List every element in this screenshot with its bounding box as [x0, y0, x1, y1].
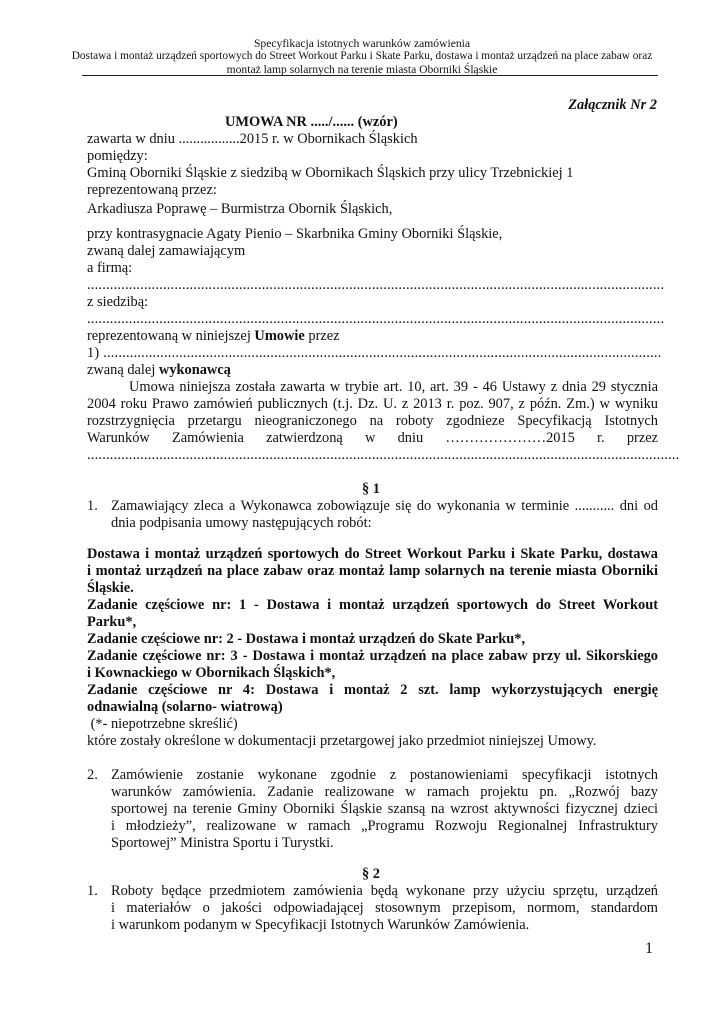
legal-basis-line-4: Warunków Zamówienia zatwierdzoną w dniu …………………2015 r. przez: [87, 430, 658, 446]
section-1-heading: § 1: [362, 481, 380, 497]
header-line-1: Specyfikacja istotnych warunków zamówienia: [253, 37, 471, 50]
intro-line-countersign: przy kontrasygnacie Agaty Pienio – Skarbnika Gminy Oborniki Śląskie,: [87, 226, 503, 242]
scope-bold-line-1: Dostawa i montaż urządzeń sportowych do Street Workout Parku i Skate Parku, dostawa: [87, 546, 658, 562]
intro-line-between: pomiędzy:: [87, 148, 148, 164]
section-2-heading: § 2: [362, 866, 380, 882]
sec2-item1-number: 1.: [87, 883, 98, 899]
header-line-2: Dostawa i montaż urządzeń sportowych do Street Workout Parku i Skate Parku, dostawa i montaż urządzeń na place zabaw oraz: [71, 50, 653, 62]
intro-line-ordering-party: zwaną dalej zamawiającym: [87, 243, 246, 259]
sec1-item1-number: 1.: [87, 498, 98, 514]
intro-line-company: a firmą:: [87, 260, 133, 276]
representative-dots-field: 1) ...................................................................................................................................................: [87, 345, 662, 361]
header-line-3: montaż lamp solarnych na terenie miasta Oborniki Śląskie: [226, 63, 498, 76]
task-1-line-2: Parku*,: [87, 614, 137, 630]
intro-line-seat: z siedzibą:: [87, 294, 149, 310]
sec1-item1-line-2: dnia podpisania umowy następujących robót:: [111, 515, 372, 531]
sec1-item2-number: 2.: [87, 767, 98, 783]
task-2: Zadanie częściowe nr: 2 - Dostawa i montaż urządzeń do Skate Parku*,: [87, 631, 526, 647]
task-3-line-1: Zadanie częściowe nr: 3 - Dostawa i montaż urządzeń na place zabaw przy ul. Sikorskiego: [87, 648, 658, 664]
sec1-item2-line-5: Sportowej” Ministra Sportu i Turystki.: [111, 835, 334, 851]
task-1-line-1: Zadanie częściowe nr: 1 - Dostawa i montaż urządzeń sportowych do Street Workout: [87, 597, 658, 613]
legal-basis-line-2: 2004 roku Prawo zamówień publicznych (t.j. Dz. U. z 2013 r. poz. 907, z późn. Zm.) w wyniku: [87, 396, 658, 412]
sec2-item1-line-2: i materiałów o jakości odpowiadającej stosownym przepisom, normom, standardom: [111, 900, 658, 916]
intro-line-represented: reprezentowaną przez:: [87, 182, 217, 198]
header-divider: [82, 75, 658, 76]
intro-line-mayor: Arkadiusza Poprawę – Burmistrza Obornik Śląskich,: [87, 201, 393, 217]
intro-line-date: zawarta w dniu .................2015 r. w Obornikach Śląskich: [87, 131, 418, 147]
scope-bold-line-3: Śląskie.: [87, 580, 134, 596]
strike-note: (*- niepotrzebne skreślić): [87, 716, 238, 732]
intro-line-contractor: zwaną dalej wykonawcą: [87, 362, 231, 378]
intro-line-municipality: Gminą Oborniki Śląskie z siedzibą w Obornikach Śląskich przy ulicy Trzebnickiej 1: [87, 165, 574, 181]
task-3-line-2: i Kownackiego w Obornikach Śląskich*,: [87, 665, 336, 681]
sec2-item1-line-3: i warunkom podanym w Specyfikacji Istotnych Warunków Zamówienia.: [111, 917, 530, 933]
legal-basis-line-3: rozstrzygnięcia przetargu nieograniczonego na roboty zgodnieze Specyfikacją Istotnych: [87, 413, 658, 429]
sec1-item1-line-1: Zamawiający zleca a Wykonawca zobowiązuje się do wykonania w terminie ........... dni od: [111, 498, 658, 514]
contract-title: UMOWA NR ...../...... (wzór): [225, 114, 398, 130]
legal-basis-line-1: Umowa niniejsza została zawarta w trybie art. 10, art. 39 - 46 Ustawy z dnia 29 stycznia: [129, 379, 658, 395]
sec1-item2-line-1: Zamówienie zostanie wykonane zgodnie z postanowieniami specyfikacji istotnych: [111, 767, 658, 783]
legal-basis-dots: ............................................................................................................................................................: [87, 447, 680, 463]
task-4-line-1: Zadanie częściowe nr 4: Dostawa i montaż 2 szt. lamp wykorzystujących energię: [87, 682, 658, 698]
task-4-line-2: odnawialną (solarno- wiatrową): [87, 699, 283, 715]
sec1-item2-line-4: i młodzieży”, realizowane w ramach „Programu Rozwoju Regionalnej Infrastruktury: [111, 818, 658, 834]
company-dots-field: ........................................................................................................................................................: [87, 277, 665, 293]
sec1-item2-line-3: sportowej na terenie Gminy Oborniki Śląskie szansą na wzrost aktywności fizycznej dzieci: [111, 801, 658, 817]
page-number: 1: [645, 940, 653, 957]
attachment-label: Załącznik Nr 2: [568, 97, 657, 113]
sec1-item2-line-2: warunków zamówienia. Zadanie realizowane w ramach projektu pn. „Rozwój bazy: [111, 784, 658, 800]
scope-bold-line-2: i montaż urządzeń na place zabaw oraz montaż lamp solarnych na terenie miasta Oborniki: [87, 563, 658, 579]
seat-dots-field: ........................................................................................................................................................: [87, 311, 665, 327]
sec2-item1-line-1: Roboty będące przedmiotem zamówienia będą wykonane przy użyciu sprzętu, urządzeń: [111, 883, 658, 899]
sec1-subject-line: które zostały określone w dokumentacji przetargowej jako przedmiot niniejszej Umowy.: [87, 733, 597, 749]
intro-line-represented-contract: reprezentowaną w niniejszej Umowie przez: [87, 328, 340, 344]
